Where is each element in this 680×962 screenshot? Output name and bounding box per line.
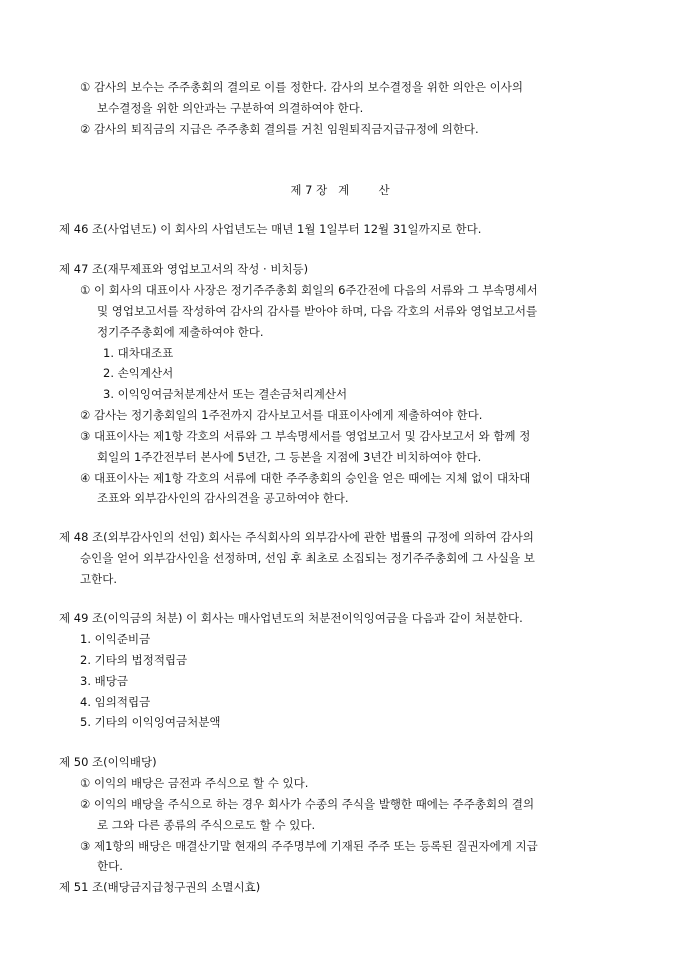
article-47-clause-3-cont: 회일의 1주간전부터 본사에 5년간, 그 등본을 지점에 3년간 비치하여야 한다. [97, 450, 482, 464]
chapter-heading: 제 7 장 계 산 [290, 183, 390, 197]
article-47-clause-4-cont: 조표와 외부감사인의 감사의견을 공고하여야 한다. [97, 491, 349, 505]
article-47-clause-1-cont2: 정기주주총회에 제출하여야 한다. [97, 325, 264, 339]
audit-retirement-clause-2: ② 감사의 퇴직금의 지급은 주주총회 결의를 거친 임원퇴직금지급규정에 의한다. [80, 122, 479, 136]
article-47-heading: 제 47 조(재무제표와 영업보고서의 작성 · 비치등) [59, 262, 309, 276]
article-47-item-1: 1. 대차대조표 [103, 346, 174, 360]
article-47-item-3: 3. 이익잉여금처분계산서 또는 결손금처리계산서 [103, 387, 348, 401]
article-49-item-3: 3. 배당금 [80, 674, 128, 688]
article-47-clause-4: ④ 대표이사는 제1항 각호의 서류에 대한 주주총회의 승인을 얻은 때에는 지체 없이 대차대 [80, 471, 531, 485]
article-48: 제 48 조(외부감사인의 선임) 회사는 주식회사의 외부감사에 관한 법률의 규정에 의하여 감사의 [59, 530, 534, 544]
article-46: 제 46 조(사업년도) 이 회사의 사업년도는 매년 1월 1일부터 12월 31일까지로 한다. [59, 222, 482, 236]
article-50-clause-2: ② 이익의 배당을 주식으로 하는 경우 회사가 수종의 주식을 발행한 때에는 주주총회의 결의 [80, 797, 535, 811]
audit-pay-clause-1-cont: 보수결정을 위한 의안과는 구분하여 의결하여야 한다. [97, 101, 364, 115]
article-49-item-1: 1. 이익준비금 [80, 632, 151, 646]
article-50-clause-3: ③ 제1항의 배당은 매결산기말 현재의 주주명부에 기재된 주주 또는 등록된 질권자에게 지급 [80, 839, 538, 853]
article-51-heading: 제 51 조(배당금지급청구권의 소멸시효) [59, 880, 261, 894]
article-49-item-2: 2. 기타의 법정적립금 [80, 653, 188, 667]
article-49-item-4: 4. 임의적립금 [80, 695, 151, 709]
article-50-clause-1: ① 이익의 배당은 금전과 주식으로 할 수 있다. [80, 776, 309, 790]
article-48-cont2: 고한다. [80, 572, 117, 586]
article-47-clause-3: ③ 대표이사는 제1항 각호의 서류와 그 부속명세서를 영업보고서 및 감사보고서 와 함께 정 [80, 429, 531, 443]
article-49-item-5: 5. 기타의 이익잉여금처분액 [80, 715, 221, 729]
article-50-heading: 제 50 조(이익배당) [59, 755, 157, 769]
article-47-clause-2: ② 감사는 정기총회일의 1주전까지 감사보고서를 대표이사에게 제출하여야 한다. [80, 408, 483, 422]
audit-pay-clause-1: ① 감사의 보수는 주주총회의 결의로 이를 정한다. 감사의 보수결정을 위한 의안은 이사의 [80, 80, 523, 94]
article-48-cont: 승인을 얻어 외부감사인을 선정하며, 선임 후 최초로 소집되는 정기주주총회에 그 사실을 보 [80, 551, 535, 565]
article-50-clause-2-cont: 로 그와 다른 종류의 주식으로도 할 수 있다. [97, 818, 316, 832]
article-49: 제 49 조(이익금의 처분) 이 회사는 매사업년도의 처분전이익잉여금을 다음과 같이 처분한다. [59, 611, 523, 625]
article-47-item-2: 2. 손익계산서 [103, 366, 174, 380]
article-47-clause-1-cont: 및 영업보고서를 작성하여 감사의 감사를 받아야 하며, 다음 각호의 서류와 영업보고서를 [97, 304, 538, 318]
article-50-clause-3-cont: 한다. [97, 859, 123, 873]
article-47-clause-1: ① 이 회사의 대표이사 사장은 정기주주총회 회일의 6주간전에 다음의 서류와 그 부속명세서 [80, 283, 538, 297]
